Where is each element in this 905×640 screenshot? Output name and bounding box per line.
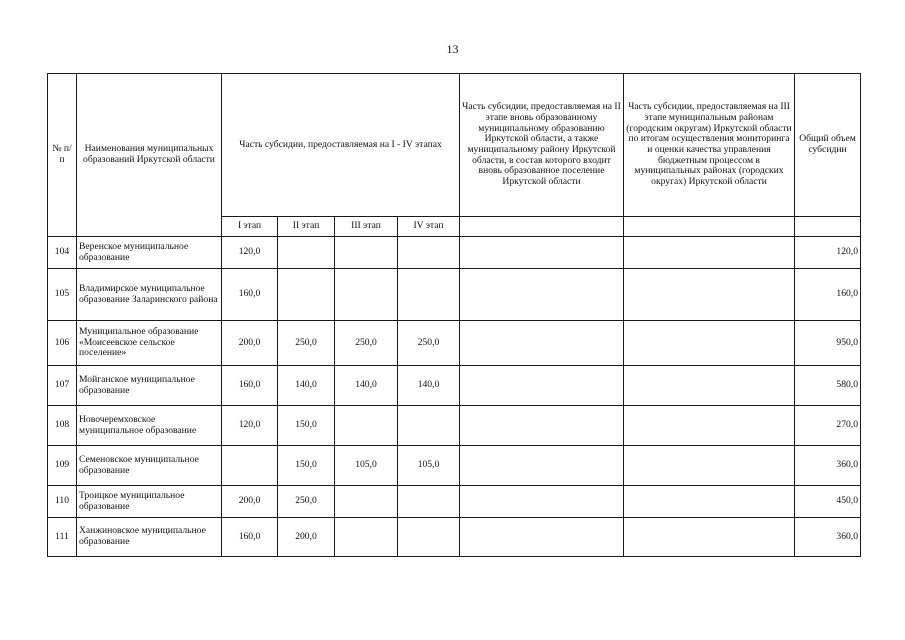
row-stage2: 250,0 xyxy=(278,486,335,518)
table-row xyxy=(48,406,861,446)
row-name: Мойганское муниципальное образование xyxy=(77,366,222,406)
row-num: 105 xyxy=(48,269,77,321)
header-stages-group: Часть субсидии, предоставляемая на I - IV этапах xyxy=(222,74,460,217)
row-stage4 xyxy=(398,406,460,446)
row-name: Новочеремховское муниципальное образование xyxy=(77,406,222,446)
row-stage1: 200,0 xyxy=(222,486,278,518)
row-new2 xyxy=(460,321,624,366)
row-stage2: 250,0 xyxy=(278,321,335,366)
header-empty-cell xyxy=(795,217,861,237)
row-new2 xyxy=(460,518,624,557)
row-name: Троицкое муниципальное образование xyxy=(77,486,222,518)
row-stage3 xyxy=(335,518,398,557)
header-stage-2: II этап xyxy=(278,217,335,237)
row-num: 106 xyxy=(48,321,77,366)
row-total: 360,0 xyxy=(795,446,861,486)
row-total: 270,0 xyxy=(795,406,861,446)
table-row xyxy=(48,446,861,486)
row-stage2: 150,0 xyxy=(278,446,335,486)
row-part3 xyxy=(624,366,795,406)
row-stage3: 140,0 xyxy=(335,366,398,406)
row-total: 160,0 xyxy=(795,269,861,321)
row-stage2 xyxy=(278,269,335,321)
row-stage1 xyxy=(222,446,278,486)
row-num: 104 xyxy=(48,237,77,269)
row-new2 xyxy=(460,406,624,446)
table-row xyxy=(48,321,861,366)
row-total: 450,0 xyxy=(795,486,861,518)
row-part3 xyxy=(624,269,795,321)
row-part3 xyxy=(624,446,795,486)
row-stage4: 140,0 xyxy=(398,366,460,406)
row-stage1: 160,0 xyxy=(222,366,278,406)
row-stage3 xyxy=(335,269,398,321)
row-name: Семеновское муниципальное образование xyxy=(77,446,222,486)
row-new2 xyxy=(460,366,624,406)
row-new2 xyxy=(460,237,624,269)
row-stage3: 250,0 xyxy=(335,321,398,366)
header-stage-1: I этап xyxy=(222,217,278,237)
header-empty-cell xyxy=(624,217,795,237)
row-part3 xyxy=(624,321,795,366)
row-num: 111 xyxy=(48,518,77,557)
header-name: Наименования муниципальных образований Иркутской области xyxy=(77,74,222,237)
row-stage4 xyxy=(398,237,460,269)
row-stage1: 160,0 xyxy=(222,269,278,321)
row-part3 xyxy=(624,406,795,446)
row-stage1: 160,0 xyxy=(222,518,278,557)
row-stage4 xyxy=(398,269,460,321)
row-stage1: 200,0 xyxy=(222,321,278,366)
row-stage1: 120,0 xyxy=(222,406,278,446)
row-num: 110 xyxy=(48,486,77,518)
row-total: 580,0 xyxy=(795,366,861,406)
row-stage4: 250,0 xyxy=(398,321,460,366)
row-stage2: 200,0 xyxy=(278,518,335,557)
row-num: 108 xyxy=(48,406,77,446)
row-stage3 xyxy=(335,237,398,269)
row-new2 xyxy=(460,446,624,486)
row-part3 xyxy=(624,237,795,269)
table-row xyxy=(48,237,861,269)
row-stage2 xyxy=(278,237,335,269)
row-stage2: 150,0 xyxy=(278,406,335,446)
row-stage4: 105,0 xyxy=(398,446,460,486)
row-stage3 xyxy=(335,406,398,446)
row-num: 107 xyxy=(48,366,77,406)
row-total: 950,0 xyxy=(795,321,861,366)
table-row xyxy=(48,269,861,321)
header-num: № п/п xyxy=(48,74,77,237)
row-name: Муниципальное образование «Моисеевское сельское поселение» xyxy=(77,321,222,366)
row-name: Веренское муниципальное образование xyxy=(77,237,222,269)
row-stage3 xyxy=(335,486,398,518)
table-row xyxy=(48,366,861,406)
subsidy-table xyxy=(47,73,861,557)
row-part3 xyxy=(624,518,795,557)
row-stage4 xyxy=(398,486,460,518)
table-row xyxy=(48,518,861,557)
row-part3 xyxy=(624,486,795,518)
row-total: 120,0 xyxy=(795,237,861,269)
header-stage2-new: Часть субсидии, предоставляемая на II этапе вновь образованному муниципальному образованию Иркутской области, а также муниципальному району Иркутской области, в состав которого входит вновь образованное поселение Иркутской области xyxy=(460,74,624,217)
row-total: 360,0 xyxy=(795,518,861,557)
header-stage-3: III этап xyxy=(335,217,398,237)
table-row xyxy=(48,486,861,518)
header-stage3: Часть субсидии, предоставляемая на III этапе муниципальным районам (городским округам) Иркутской области по итогам осуществления мониторинга и оценки качества управления бюджетным процессом в муниципальных районах (городских округах) Иркутской области xyxy=(624,74,795,217)
header-total: Общий объем субсидии xyxy=(795,74,861,217)
row-stage1: 120,0 xyxy=(222,237,278,269)
header-empty-cell xyxy=(460,217,624,237)
row-stage4 xyxy=(398,518,460,557)
row-name: Ханжиновское муниципальное образование xyxy=(77,518,222,557)
page-number: 13 xyxy=(446,42,459,56)
header-stage-4: IV этап xyxy=(398,217,460,237)
row-new2 xyxy=(460,269,624,321)
row-new2 xyxy=(460,486,624,518)
row-name: Владимирское муниципальное образование Заларинского района xyxy=(77,269,222,321)
row-stage2: 140,0 xyxy=(278,366,335,406)
row-num: 109 xyxy=(48,446,77,486)
row-stage3: 105,0 xyxy=(335,446,398,486)
